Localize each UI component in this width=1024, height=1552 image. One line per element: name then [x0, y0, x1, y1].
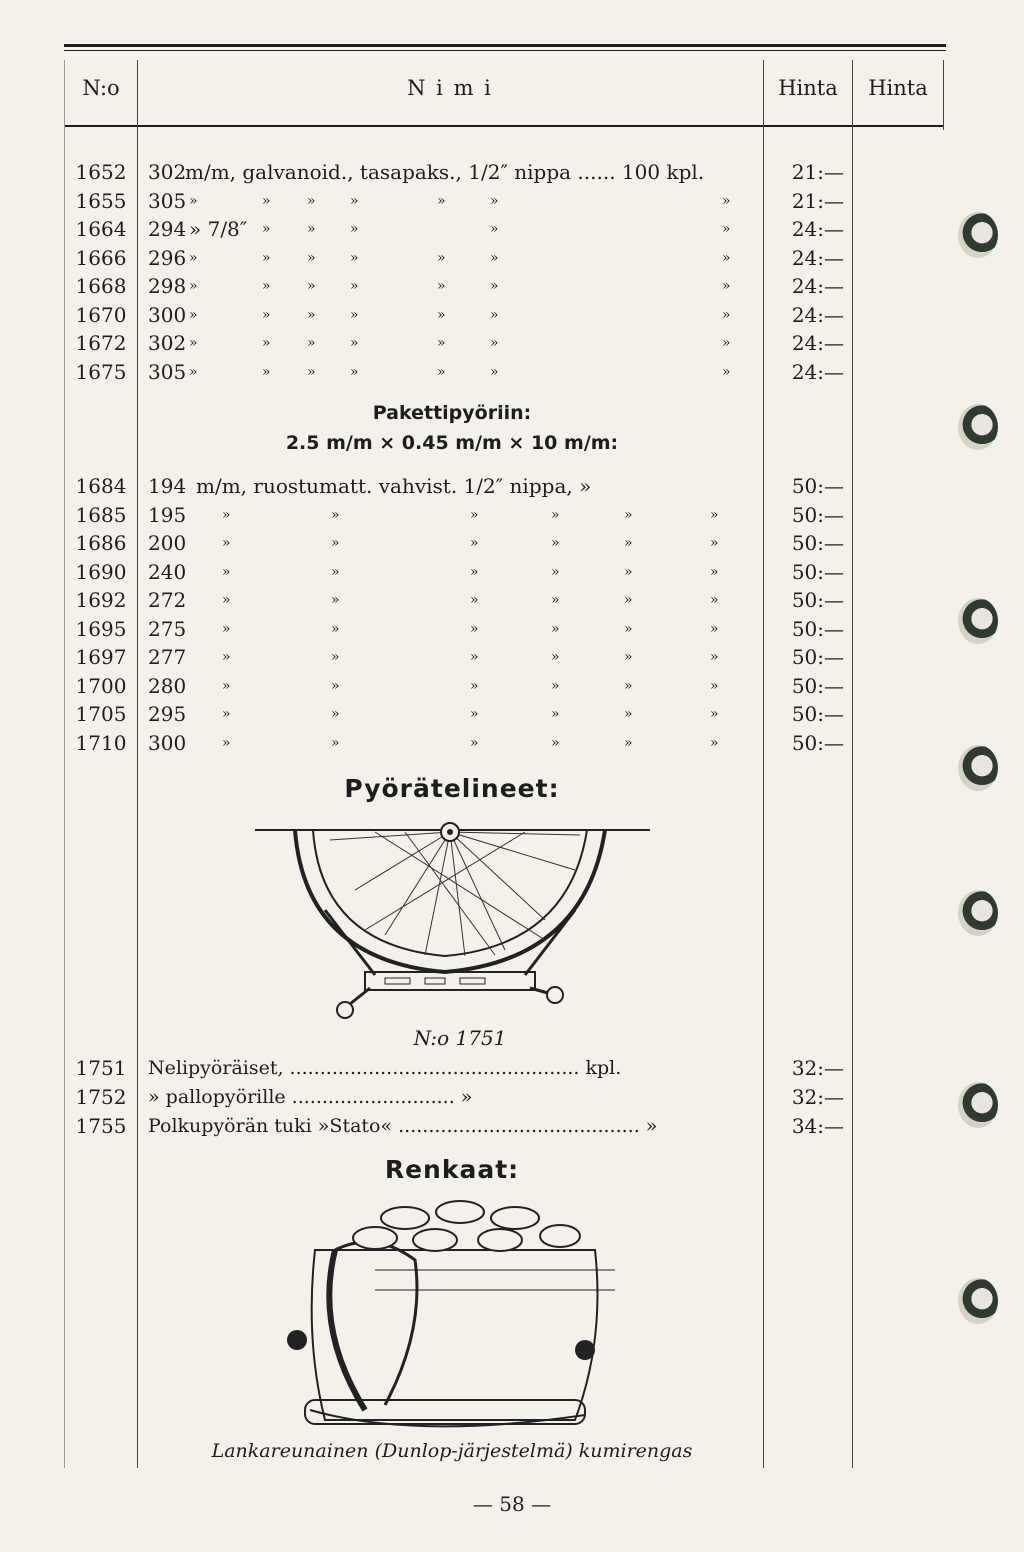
ditto-mark: » — [624, 620, 633, 637]
cell-size: 294 — [148, 217, 187, 241]
cell-size: 300 — [148, 730, 187, 755]
table-row — [0, 586, 1024, 614]
ditto-mark: » — [551, 734, 560, 751]
ditto-mark: » — [350, 249, 359, 266]
section-spec-paketti: 2.5 m/m × 0.45 m/m × 10 m/m: — [285, 432, 619, 454]
ditto-mark: » — [222, 535, 231, 551]
header-bottom-rule — [64, 125, 944, 127]
table-row — [0, 329, 1024, 357]
cell-no: 1668 — [75, 274, 127, 298]
ditto-mark: » — [551, 506, 560, 523]
cell-price: 50:— — [791, 474, 844, 498]
cell-no: 1751 — [75, 1056, 127, 1080]
cell-size: 302 — [148, 160, 187, 184]
binder-hole-6 — [958, 1082, 998, 1128]
ditto-mark: » — [350, 221, 359, 237]
ditto-mark: » — [551, 706, 560, 722]
ditto-mark: » — [710, 734, 719, 751]
cell-price: 50:— — [791, 502, 844, 527]
ditto-mark: » — [262, 335, 271, 351]
cell-price: 50:— — [791, 559, 844, 584]
cell-price: 32:— — [791, 1056, 844, 1080]
ditto-mark: » — [551, 592, 560, 608]
cell-no: 1705 — [75, 702, 127, 726]
cell-desc: m/m, ruostumatt. vahvist. 1/2″ nippa, » — [196, 474, 592, 498]
cell-desc: m/m, galvanoid., tasapaks., 1/2″ nippa ...... 100 kpl. — [185, 160, 705, 184]
ditto-mark: » — [470, 706, 479, 722]
ditto-mark: » — [551, 649, 560, 665]
cell-no: 1652 — [75, 160, 127, 184]
cell-no: 1695 — [75, 616, 127, 641]
table-row — [0, 1054, 1024, 1082]
ditto-mark: » — [331, 734, 340, 751]
cell-desc: » — [189, 306, 198, 323]
cell-price: 50:— — [791, 616, 844, 641]
page-number: — 58 — — [472, 1492, 552, 1516]
cell-size: 200 — [148, 531, 187, 555]
cell-no: 1700 — [75, 673, 127, 698]
ditto-mark: » — [710, 563, 719, 580]
ditto-mark: » — [470, 506, 479, 523]
ditto-mark: » — [262, 249, 271, 266]
table-row — [0, 187, 1024, 215]
ditto-mark: » — [350, 335, 359, 351]
ditto-mark: » — [490, 306, 499, 323]
ditto-mark: » — [350, 306, 359, 323]
cell-price: 24:— — [791, 302, 844, 327]
cell-desc: » — [189, 192, 198, 209]
cell-desc: » — [189, 278, 198, 294]
binder-hole-4 — [958, 745, 998, 791]
ditto-mark: » — [350, 192, 359, 209]
binder-hole-3 — [958, 598, 998, 644]
header-price-1: Hinta — [778, 76, 838, 100]
ditto-mark: » — [624, 592, 633, 608]
table-row — [0, 244, 1024, 272]
ditto-mark: » — [470, 535, 479, 551]
ditto-mark: » — [437, 335, 446, 351]
cell-price: 50:— — [791, 588, 844, 612]
ditto-mark: » — [624, 535, 633, 551]
table-row — [0, 272, 1024, 300]
cell-size: 195 — [148, 502, 187, 527]
cell-size: 300 — [148, 302, 187, 327]
table-row — [0, 501, 1024, 529]
figure-caption-1751: N:o 1751 — [413, 1026, 507, 1050]
ditto-mark: » — [710, 506, 719, 523]
cell-size: 194 — [148, 474, 187, 498]
cell-desc: » 7/8″ — [189, 217, 248, 241]
ditto-mark: » — [722, 221, 731, 237]
header-name: N i m i — [407, 76, 493, 100]
cell-size: 305 — [148, 359, 187, 384]
cell-price: 50:— — [791, 730, 844, 755]
cell-desc: Polkupyörän tuki »Stato« ........................................ » — [148, 1115, 658, 1137]
cell-no: 1692 — [75, 588, 127, 612]
cell-size: 305 — [148, 188, 187, 213]
figure-caption-tire: Lankareunainen (Dunlop-järjestelmä) kumirengas — [211, 1440, 693, 1462]
ditto-mark: » — [490, 278, 499, 294]
ditto-mark: » — [437, 192, 446, 209]
ditto-mark: » — [307, 363, 316, 380]
ditto-mark: » — [222, 563, 231, 580]
cell-no: 1672 — [75, 331, 127, 355]
cell-size: 272 — [148, 588, 187, 612]
ditto-mark: » — [307, 221, 316, 237]
ditto-mark: » — [710, 535, 719, 551]
section-title-paketti: Pakettipyöriin: — [372, 402, 532, 424]
table-row — [0, 215, 1024, 243]
ditto-mark: » — [222, 706, 231, 722]
ditto-mark: » — [470, 677, 479, 694]
bicycle-stand-illustration — [255, 810, 655, 1020]
cell-size: 240 — [148, 559, 187, 584]
binder-hole-1 — [958, 212, 998, 258]
cell-size: 295 — [148, 702, 187, 726]
section-title-telineet: Pyörätelineet: — [344, 774, 560, 803]
header-no: N:o — [82, 76, 120, 100]
ditto-mark: » — [624, 706, 633, 722]
ditto-mark: » — [307, 306, 316, 323]
cell-no: 1685 — [75, 502, 127, 527]
ditto-mark: » — [490, 249, 499, 266]
ditto-mark: » — [307, 249, 316, 266]
ditto-mark: » — [350, 363, 359, 380]
cell-price: 32:— — [791, 1085, 844, 1109]
table-row — [0, 1112, 1024, 1140]
ditto-mark: » — [551, 620, 560, 637]
ditto-mark: » — [470, 649, 479, 665]
ditto-mark: » — [490, 192, 499, 209]
table-row — [0, 158, 1024, 186]
binder-hole-2 — [958, 404, 998, 450]
cell-size: 298 — [148, 274, 187, 298]
cell-price: 50:— — [791, 702, 844, 726]
table-row — [0, 615, 1024, 643]
cell-desc: » — [189, 335, 198, 351]
cell-desc: Nelipyöräiset, ................................................ kpl. — [148, 1057, 622, 1079]
cell-price: 50:— — [791, 645, 844, 669]
ditto-mark: » — [331, 620, 340, 637]
ditto-mark: » — [331, 535, 340, 551]
ditto-mark: » — [722, 335, 731, 351]
ditto-mark: » — [262, 221, 271, 237]
table-row — [0, 643, 1024, 671]
ditto-mark: » — [470, 592, 479, 608]
table-row — [0, 729, 1024, 757]
cell-no: 1755 — [75, 1114, 127, 1138]
ditto-mark: » — [490, 221, 499, 237]
table-row — [0, 472, 1024, 500]
cell-size: 275 — [148, 616, 187, 641]
binder-hole-5 — [958, 890, 998, 936]
ditto-mark: » — [710, 706, 719, 722]
top-double-rule — [64, 44, 946, 47]
cell-no: 1655 — [75, 188, 127, 213]
cell-no: 1752 — [75, 1085, 127, 1109]
ditto-mark: » — [490, 335, 499, 351]
cell-no: 1686 — [75, 531, 127, 555]
ditto-mark: » — [437, 363, 446, 380]
cell-price: 24:— — [791, 217, 844, 241]
ditto-mark: » — [722, 363, 731, 380]
ditto-mark: » — [470, 563, 479, 580]
cell-no: 1664 — [75, 217, 127, 241]
ditto-mark: » — [262, 363, 271, 380]
ditto-mark: » — [551, 677, 560, 694]
ditto-mark: » — [222, 649, 231, 665]
cell-price: 50:— — [791, 531, 844, 555]
ditto-mark: » — [470, 734, 479, 751]
cell-no: 1675 — [75, 359, 127, 384]
ditto-mark: » — [307, 335, 316, 351]
ditto-mark: » — [331, 506, 340, 523]
cell-desc: » — [189, 363, 198, 380]
tire-illustration — [275, 1190, 635, 1445]
top-rule-thin — [64, 50, 946, 51]
cell-size: 296 — [148, 245, 187, 270]
ditto-mark: » — [722, 249, 731, 266]
ditto-mark: » — [490, 363, 499, 380]
ditto-mark: » — [222, 734, 231, 751]
table-row — [0, 358, 1024, 386]
cell-price: 21:— — [791, 160, 844, 184]
header-price-2: Hinta — [868, 76, 928, 100]
ditto-mark: » — [551, 563, 560, 580]
ditto-mark: » — [470, 620, 479, 637]
ditto-mark: » — [710, 620, 719, 637]
ditto-mark: » — [624, 677, 633, 694]
ditto-mark: » — [710, 592, 719, 608]
section-title-renkaat: Renkaat: — [384, 1155, 520, 1184]
cell-price: 24:— — [791, 274, 844, 298]
ditto-mark: » — [307, 192, 316, 209]
col-divider-right — [943, 60, 944, 130]
cell-no: 1690 — [75, 559, 127, 584]
table-row — [0, 1083, 1024, 1111]
table-row — [0, 529, 1024, 557]
ditto-mark: » — [624, 506, 633, 523]
cell-price: 21:— — [791, 188, 844, 213]
cell-no: 1670 — [75, 302, 127, 327]
ditto-mark: » — [551, 535, 560, 551]
ditto-mark: » — [222, 620, 231, 637]
cell-price: 24:— — [791, 331, 844, 355]
ditto-mark: » — [722, 278, 731, 294]
table-row — [0, 700, 1024, 728]
ditto-mark: » — [331, 592, 340, 608]
ditto-mark: » — [624, 734, 633, 751]
ditto-mark: » — [222, 592, 231, 608]
cell-price: 24:— — [791, 245, 844, 270]
cell-size: 280 — [148, 673, 187, 698]
cell-size: 302 — [148, 331, 187, 355]
ditto-mark: » — [722, 306, 731, 323]
ditto-mark: » — [437, 249, 446, 266]
ditto-mark: » — [262, 278, 271, 294]
cell-price: 50:— — [791, 673, 844, 698]
ditto-mark: » — [222, 677, 231, 694]
ditto-mark: » — [722, 192, 731, 209]
cell-price: 24:— — [791, 359, 844, 384]
table-row — [0, 558, 1024, 586]
cell-desc: » — [189, 249, 198, 266]
cell-no: 1666 — [75, 245, 127, 270]
ditto-mark: » — [710, 649, 719, 665]
ditto-mark: » — [437, 278, 446, 294]
cell-desc: » pallopyörille ........................... » — [148, 1086, 473, 1108]
ditto-mark: » — [437, 306, 446, 323]
ditto-mark: » — [624, 649, 633, 665]
table-row — [0, 672, 1024, 700]
ditto-mark: » — [262, 306, 271, 323]
ditto-mark: » — [307, 278, 316, 294]
cell-price: 34:— — [791, 1114, 844, 1138]
cell-no: 1697 — [75, 645, 127, 669]
ditto-mark: » — [331, 649, 340, 665]
binder-hole-7 — [958, 1278, 998, 1324]
ditto-mark: » — [331, 677, 340, 694]
ditto-mark: » — [350, 278, 359, 294]
ditto-mark: » — [331, 563, 340, 580]
ditto-mark: » — [262, 192, 271, 209]
ditto-mark: » — [624, 563, 633, 580]
ditto-mark: » — [222, 506, 231, 523]
cell-size: 277 — [148, 645, 187, 669]
table-row — [0, 301, 1024, 329]
ditto-mark: » — [331, 706, 340, 722]
cell-no: 1710 — [75, 730, 127, 755]
ditto-mark: » — [710, 677, 719, 694]
cell-no: 1684 — [75, 474, 127, 498]
